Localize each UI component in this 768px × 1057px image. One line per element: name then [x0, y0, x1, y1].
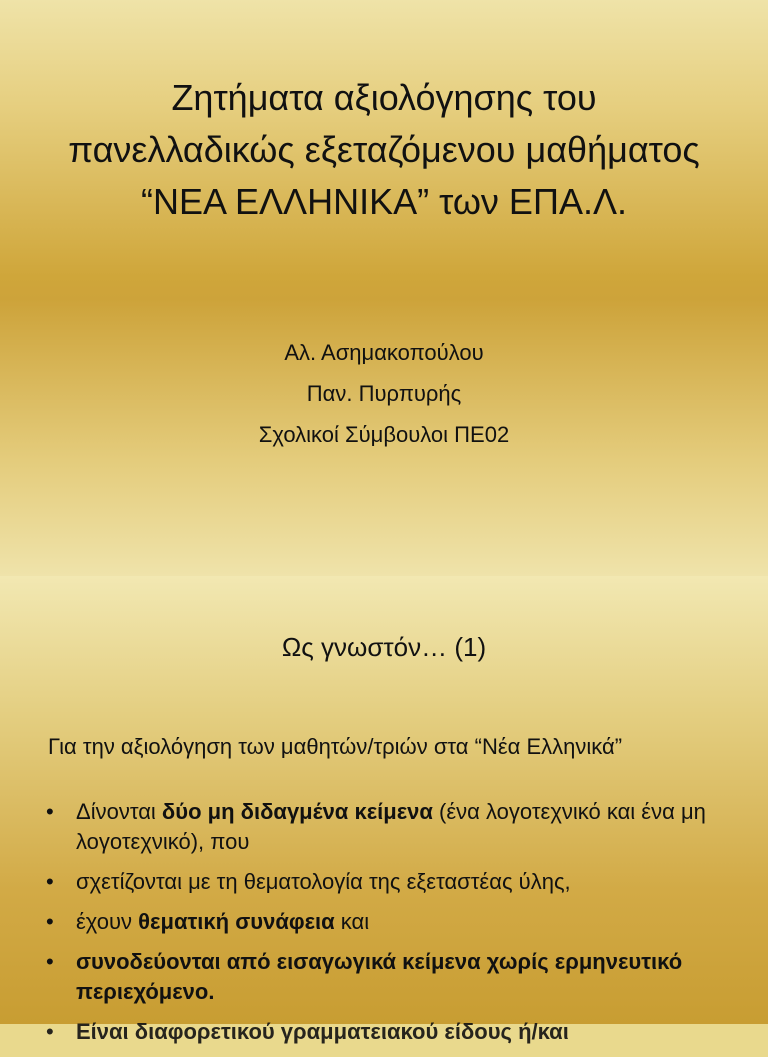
title-line-3: “ΝΕΑ ΕΛΛΗΝΙΚΑ” των ΕΠΑ.Λ. — [140, 181, 628, 222]
content-slide-title: Ως γνωστόν… (1) — [281, 632, 487, 662]
slide-subtitle — [0, 332, 768, 455]
bullet-icon: • — [46, 909, 54, 934]
bullet-list — [46, 797, 750, 1057]
title-line-1: Ζητήματα αξιολόγησης του — [171, 77, 597, 118]
bullet-icon: • — [46, 1019, 54, 1044]
bullet-item: • σχετίζονται με τη θεματολογία της εξεταστέας ύλης, — [46, 867, 750, 897]
slide-title — [0, 72, 768, 228]
bullet-item: • συνοδεύονται από εισαγωγικά κείμενα χωρίς ερμηνευτικό περιεχόμενο. — [46, 949, 683, 1004]
bullet-item: • έχουν θεματική συνάφεια και — [46, 907, 750, 937]
author-2: Παν. Πυρπυρής — [306, 381, 462, 406]
content-slide — [0, 576, 768, 1044]
bullet-icon: • — [46, 949, 54, 974]
bullet-icon: • — [46, 869, 54, 894]
authors-role: Σχολικοί Σύμβουλοι ΠΕ02 — [258, 422, 510, 447]
intro-text: Για την αξιολόγηση των μαθητών/τριών στα “Νέα Ελληνικά” — [48, 734, 623, 759]
title-line-2: πανελλαδικώς εξεταζόμενου μαθήματος — [68, 129, 700, 170]
bullet-item: • Δίνονται δύο μη διδαγμένα κείμενα (ένα λογοτεχνικό και ένα μη λογοτεχνικό), που — [46, 799, 706, 854]
bullet-icon: • — [46, 799, 54, 824]
bullet-item: • Είναι διαφορετικού γραμματειακού είδους ή/και — [46, 1017, 750, 1047]
author-1: Αλ. Ασημακοπούλου — [284, 340, 484, 365]
